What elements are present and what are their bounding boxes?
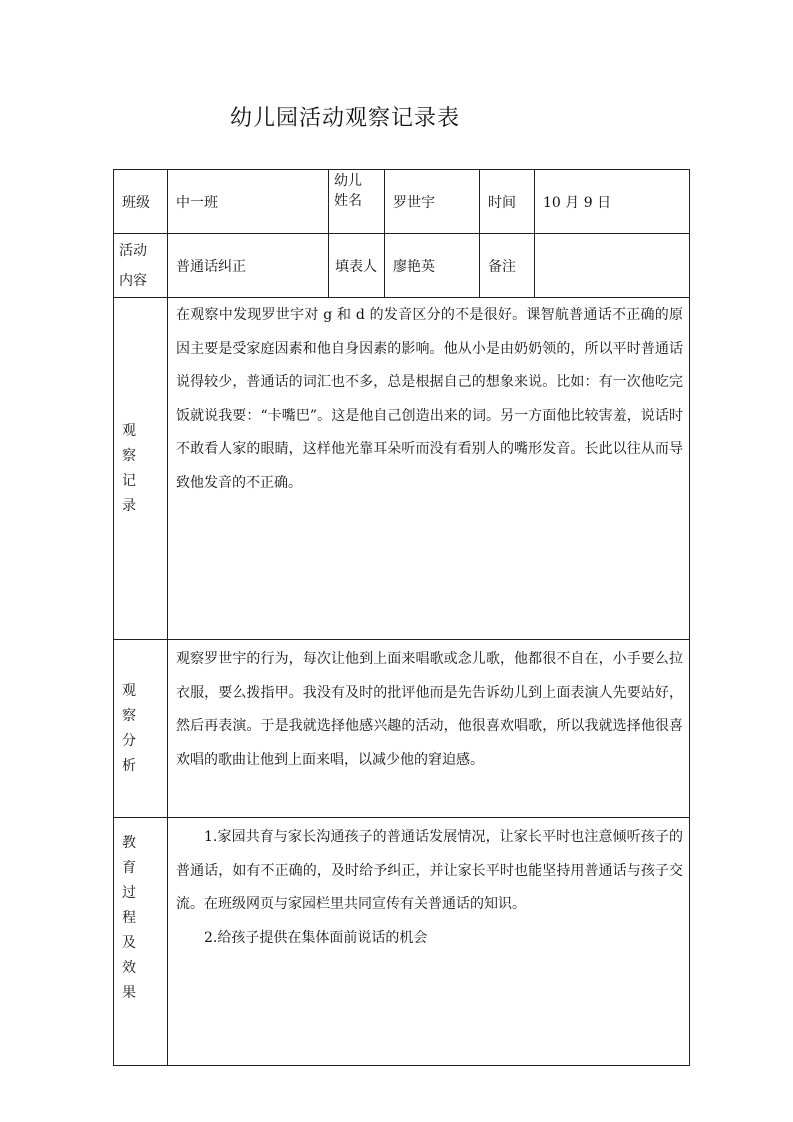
education-process-item-1: 1.家园共育与家长沟通孩子的普通话发展情况，让家长平时也注意倾听孩子的普通话，如有不正确的，及时给予纠正，并让家长平时也能坚持用普通话与孩子交流。在班级网页与家园栏里共同宣传有关普通话的知识。: [176, 829, 683, 912]
time-value: 10 月 9 日: [535, 170, 690, 234]
remark-label: 备注: [480, 234, 535, 298]
observation-analysis-cell: [168, 640, 690, 818]
class-label: 班级: [114, 170, 168, 234]
filler-value: 廖艳英: [385, 234, 480, 298]
filler-label: 填表人: [329, 234, 385, 298]
row-observation-record: [114, 298, 690, 640]
activity-label: [114, 234, 168, 298]
observation-form-table: [113, 169, 690, 1066]
observation-analysis-label-cell: [114, 640, 168, 818]
education-process-label-cell: [114, 818, 168, 1066]
row-basic-info: [114, 170, 690, 234]
education-process-item-2: 2.给孩子提供在集体面前说话的机会: [204, 929, 428, 946]
education-process-cell: [168, 818, 690, 1066]
observation-analysis-label: 观察分析: [122, 682, 136, 774]
observation-record-cell: [168, 298, 690, 640]
time-label: 时间: [480, 170, 535, 234]
child-name-label-line1: 幼儿: [334, 173, 362, 189]
observation-analysis-text: 观察罗世宇的行为，每次让他到上面来唱歌或念儿歌，他都很不自在，小手要么拉衣服，要么拨指甲。我没有及时的批评他而是先告诉幼儿到上面表演人先要站好，然后再表演。于是我就选择他感兴趣的活动，他很喜欢唱歌，所以我就选择他很喜欢唱的歌曲让他到上面来唱，以减少他的窘迫感。: [176, 651, 683, 768]
child-name-label: [329, 170, 385, 234]
remark-value: [535, 234, 690, 298]
child-name-value: 罗世宇: [385, 170, 480, 234]
class-value: 中一班: [168, 170, 329, 234]
education-process-label: 教育过程及效果: [122, 835, 136, 1001]
activity-value: 普通话纠正: [168, 234, 329, 298]
child-name-label-line2: 姓名: [334, 193, 362, 209]
observation-record-text: 在观察中发现罗世宇对 g 和 d 的发音区分的不是很好。课智航普通话不正确的原因主要是受家庭因素和他自身因素的影响。他从小是由奶奶领的，所以平时普通话说得较少，普通话的词汇也不多，总是根据自己的想象来说。比如：有一次他吃完饭就说我要：“卡嘴巴”。这是他自己创造出来的词。另一方面他比较害羞，说话时不敢看人家的眼睛，这样他光靠耳朵听而没有看别人的嘴形发音。长此以往从而导致他发音的不正确。: [176, 307, 683, 491]
page-title: 幼儿园活动观察记录表: [230, 106, 461, 131]
activity-label-line2: 内容: [119, 272, 147, 289]
row-education-process: [114, 818, 690, 1066]
observation-record-label-cell: [114, 298, 168, 640]
observation-record-label: 观察记录: [122, 422, 136, 514]
activity-label-line1: 活动: [119, 242, 147, 259]
row-activity-info: [114, 234, 690, 298]
row-observation-analysis: [114, 640, 690, 818]
